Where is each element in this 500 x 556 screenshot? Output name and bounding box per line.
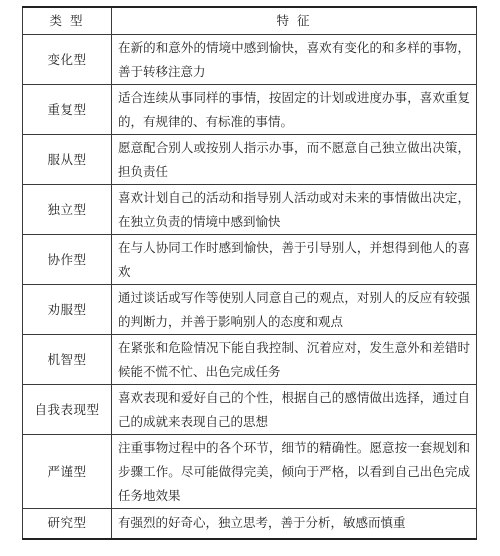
feature-cell: 有强烈的好奇心，独立思考，善于分析，敏感而慎重	[112, 509, 477, 539]
type-cell: 严谨型	[23, 435, 112, 509]
feature-cell: 在新的和意外的情境中感到愉快，喜欢有变化的和多样的事物，善于转移注意力	[112, 35, 477, 85]
feature-cell: 喜欢表现和爱好自己的个性，根据自己的感情做出选择，通过自己的成就来表现自己的思想	[112, 385, 477, 435]
table-row	[23, 435, 477, 509]
personality-type-table	[22, 6, 477, 540]
feature-cell: 愿意配合别人或按别人指示办事，而不愿意自己独立做出决策，担负责任	[112, 135, 477, 185]
feature-cell: 喜欢计划自己的活动和指导别人活动或对未来的事情做出决定，在独立负责的情境中感到愉快	[112, 185, 477, 235]
type-cell: 服从型	[23, 135, 112, 185]
table-row	[23, 335, 477, 385]
feature-cell: 在紧张和危险情况下能自我控制、沉着应对，发生意外和差错时候能不慌不忙、出色完成任务	[112, 335, 477, 385]
header-feature: 特 征	[112, 7, 477, 35]
type-cell: 变化型	[23, 35, 112, 85]
feature-cell: 在与人协同工作时感到愉快，善于引导别人，并想得到他人的喜欢	[112, 235, 477, 285]
table-row	[23, 385, 477, 435]
table-row	[23, 85, 477, 135]
type-cell: 重复型	[23, 85, 112, 135]
table-row	[23, 235, 477, 285]
feature-cell: 适合连续从事同样的事情，按固定的计划或进度办事，喜欢重复的，有规律的、有标准的事情。	[112, 85, 477, 135]
type-cell: 独立型	[23, 185, 112, 235]
feature-cell: 注重事物过程中的各个环节，细节的精确性。愿意按一套规划和步骤工作。尽可能做得完美，倾向于严格，以看到自己出色完成任务地效果	[112, 435, 477, 509]
type-cell: 劝服型	[23, 285, 112, 335]
type-cell: 自我表现型	[23, 385, 112, 435]
type-cell: 研究型	[23, 509, 112, 539]
table-row	[23, 185, 477, 235]
type-cell: 协作型	[23, 235, 112, 285]
table-row	[23, 135, 477, 185]
feature-cell: 通过谈话或写作等使别人同意自己的观点，对别人的反应有较强的判断力，并善于影响别人的态度和观点	[112, 285, 477, 335]
table-row	[23, 35, 477, 85]
type-cell: 机智型	[23, 335, 112, 385]
table-row	[23, 509, 477, 539]
header-type: 类 型	[23, 7, 112, 35]
header-row	[23, 7, 477, 35]
table-row	[23, 285, 477, 335]
